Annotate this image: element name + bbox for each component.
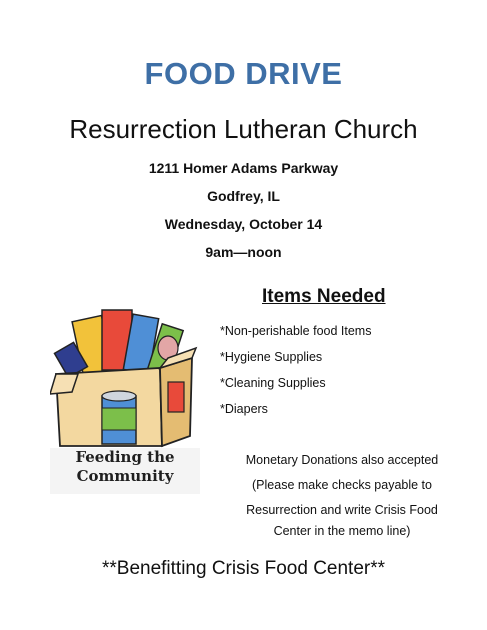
flyer-title: FOOD DRIVE [144,56,343,91]
item-line: *Diapers [220,402,268,416]
clipart-caption [50,448,200,486]
footer-benefit: **Benefitting Crisis Food Center** [101,558,386,579]
items-needed-heading: Items Needed [262,286,386,307]
caption-line-1: Feeding the [75,448,175,466]
address-line: 1211 Homer Adams Parkway [148,160,339,176]
monetary-line: Monetary Donations also accepted [245,453,439,467]
city-line: Godfrey, IL [207,188,280,204]
caption-line-2: Community [76,467,174,485]
item-line: *Non-perishable food Items [220,324,372,338]
time-line: 9am—noon [205,244,282,260]
church-name: Resurrection Lutheran Church [69,114,418,144]
monetary-line: Center in the memo line) [273,524,411,538]
monetary-line: (Please make checks payable to [252,478,432,492]
item-line: *Cleaning Supplies [220,376,326,390]
monetary-line: Resurrection and write Crisis Food [246,503,438,517]
date-line: Wednesday, October 14 [164,216,323,232]
item-line: *Hygiene Supplies [220,350,323,364]
